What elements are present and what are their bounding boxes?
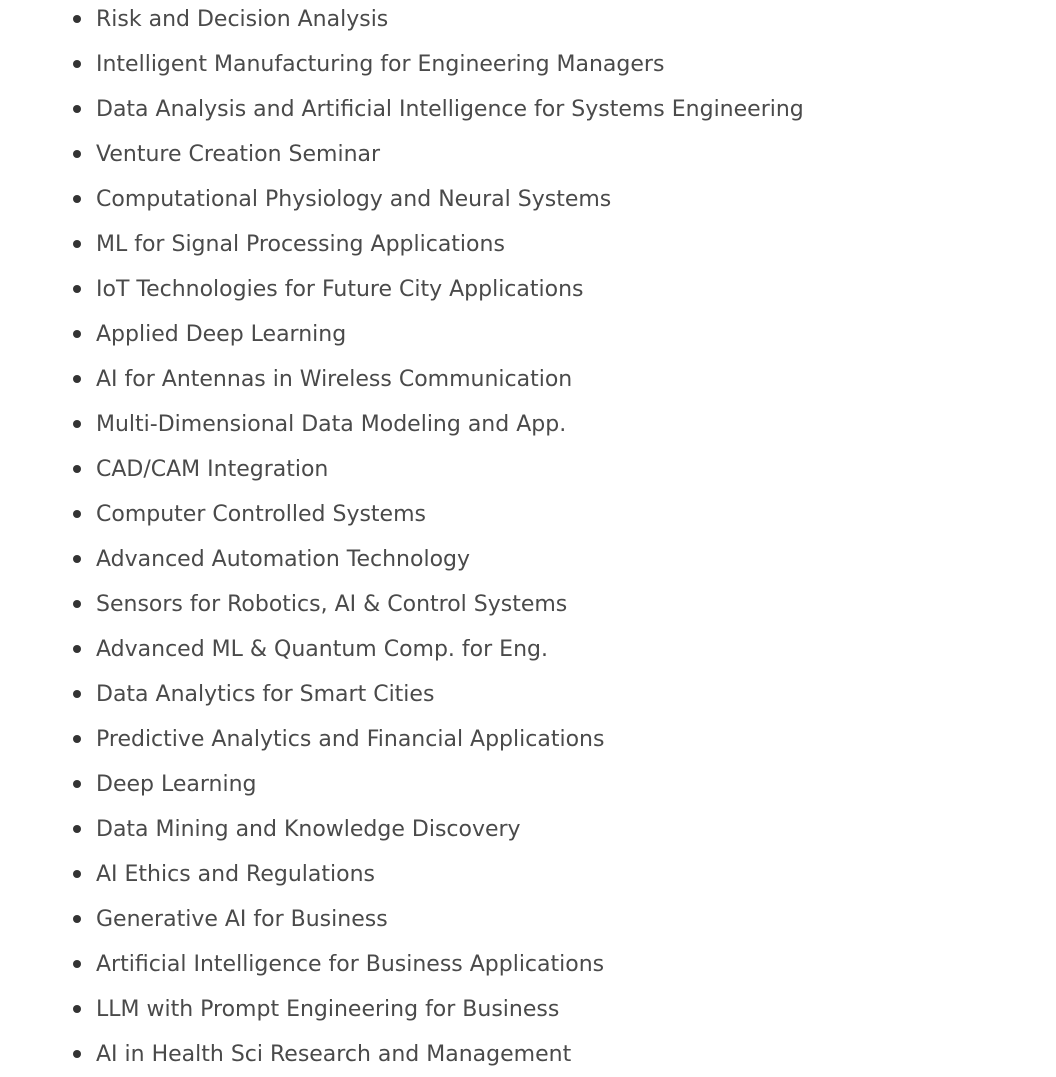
course-label: Multi-Dimensional Data Modeling and App. (96, 412, 567, 437)
list-item (0, 807, 1056, 852)
list-item (0, 582, 1056, 627)
course-label: Venture Creation Seminar (96, 142, 381, 167)
bullet-icon (73, 870, 81, 878)
course-label: Artificial Intelligence for Business Applications (96, 952, 605, 977)
list-item (0, 537, 1056, 582)
list-item (0, 312, 1056, 357)
course-label: IoT Technologies for Future City Applications (96, 277, 584, 302)
bullet-icon (73, 420, 81, 428)
list-item (0, 177, 1056, 222)
bullet-icon (73, 960, 81, 968)
list-item (0, 447, 1056, 492)
bullet-icon (73, 510, 81, 518)
course-label: Sensors for Robotics, AI & Control Systems (96, 592, 568, 617)
course-label: Computer Controlled Systems (96, 502, 426, 527)
list-item (0, 222, 1056, 267)
bullet-icon (73, 375, 81, 383)
course-label: Data Mining and Knowledge Discovery (96, 817, 521, 842)
course-label: Advanced ML & Quantum Comp. for Eng. (96, 637, 548, 662)
bullet-icon (73, 195, 81, 203)
list-item (0, 132, 1056, 177)
course-label: Computational Physiology and Neural Systems (96, 187, 612, 212)
list-item (0, 852, 1056, 897)
bullet-icon (73, 60, 81, 68)
bullet-icon (73, 1005, 81, 1013)
course-label: Predictive Analytics and Financial Applications (96, 727, 605, 752)
course-label: ML for Signal Processing Applications (96, 232, 505, 257)
course-label: Advanced Automation Technology (96, 547, 471, 572)
bullet-icon (73, 600, 81, 608)
bullet-icon (73, 285, 81, 293)
course-label: CAD/CAM Integration (96, 457, 329, 482)
bullet-icon (73, 15, 81, 23)
course-label: Applied Deep Learning (96, 322, 347, 347)
bullet-icon (73, 645, 81, 653)
course-label: Data Analytics for Smart Cities (96, 682, 435, 707)
course-label: AI in Health Sci Research and Management (96, 1042, 572, 1067)
list-item (0, 87, 1056, 132)
list-item (0, 942, 1056, 987)
bullet-icon (73, 555, 81, 563)
bullet-icon (73, 330, 81, 338)
course-label: AI Ethics and Regulations (96, 862, 375, 887)
bullet-icon (73, 825, 81, 833)
bullet-icon (73, 1050, 81, 1058)
list-item (0, 897, 1056, 942)
list-item (0, 42, 1056, 87)
course-label: AI for Antennas in Wireless Communication (96, 367, 573, 392)
bullet-icon (73, 780, 81, 788)
list-item (0, 627, 1056, 672)
course-label: Intelligent Manufacturing for Engineering Managers (96, 52, 665, 77)
list-item (0, 1032, 1056, 1077)
bullet-icon (73, 150, 81, 158)
course-label: Data Analysis and Artificial Intelligence for Systems Engineering (96, 97, 804, 122)
bullet-icon (73, 690, 81, 698)
list-item (0, 717, 1056, 762)
course-label: Risk and Decision Analysis (96, 7, 389, 32)
list-item (0, 672, 1056, 717)
list-item (0, 357, 1056, 402)
bullet-icon (73, 105, 81, 113)
list-item (0, 762, 1056, 807)
bullet-icon (73, 465, 81, 473)
bullet-icon (73, 915, 81, 923)
list-item (0, 987, 1056, 1032)
bullet-icon (73, 735, 81, 743)
list-item (0, 492, 1056, 537)
course-label: LLM with Prompt Engineering for Business (96, 997, 560, 1022)
course-label: Generative AI for Business (96, 907, 388, 932)
list-item (0, 0, 1056, 42)
list-item (0, 267, 1056, 312)
bullet-icon (73, 240, 81, 248)
list-item (0, 402, 1056, 447)
course-label: Deep Learning (96, 772, 257, 797)
